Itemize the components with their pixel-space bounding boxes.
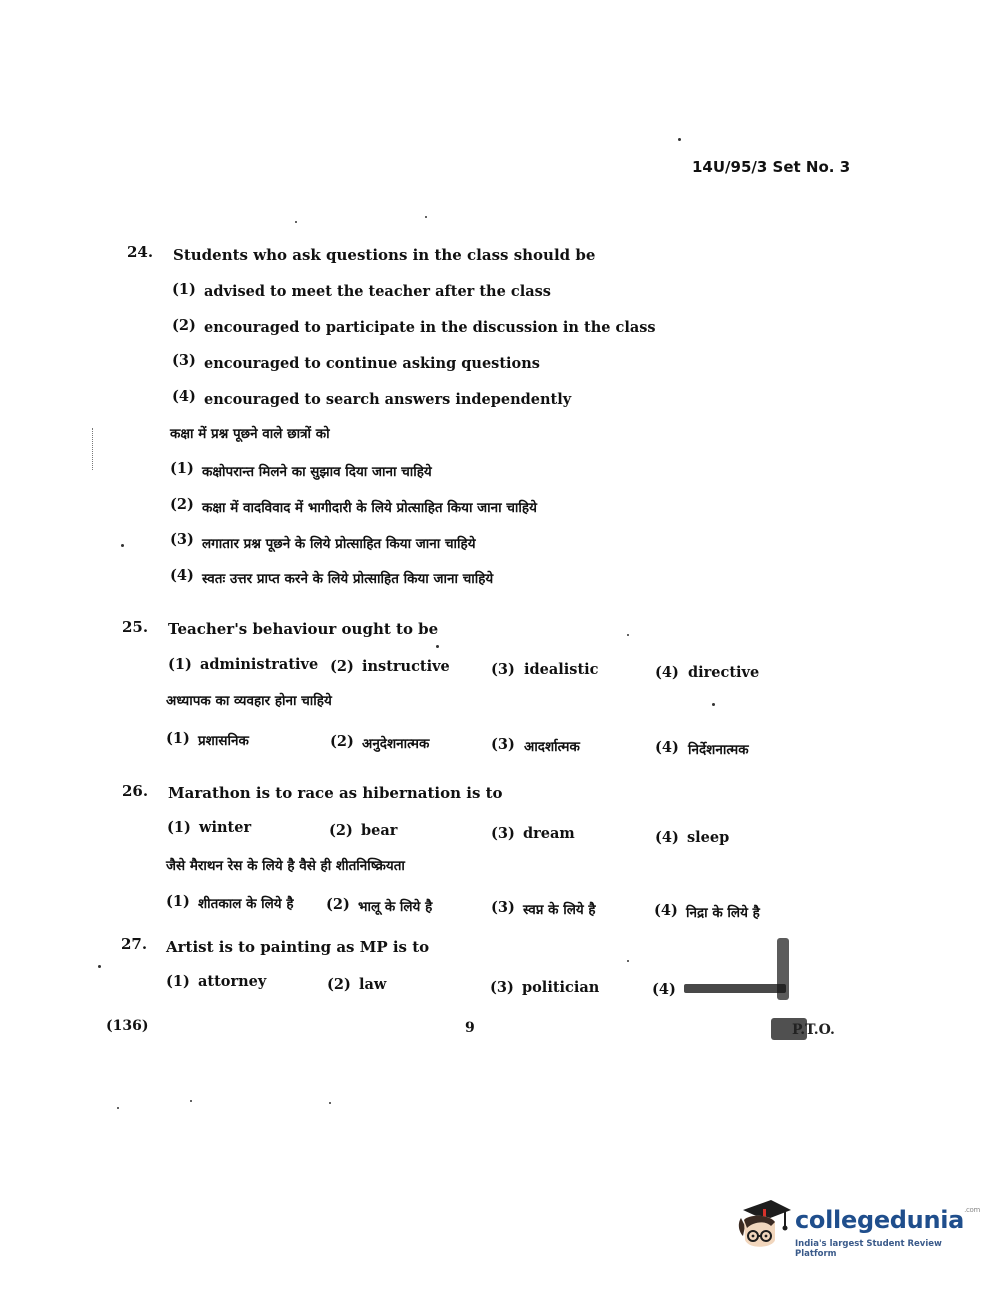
q26-option-4: sleep: [687, 829, 730, 846]
question-27-text: Artist is to painting as MP is to: [166, 938, 430, 956]
question-26-text: Marathon is to race as hibernation is to: [168, 784, 503, 802]
scan-speck: [98, 965, 101, 968]
q24-option-3-num: (3): [172, 352, 196, 369]
q26-hindi-option-1: शीतकाल के लिये है: [198, 896, 294, 912]
scan-smudge: [777, 938, 789, 1000]
logo-domain: .com: [964, 1206, 981, 1214]
q24-option-4-num: (4): [172, 388, 196, 405]
margin-dotted-line: [92, 428, 93, 470]
q25-option-2: instructive: [362, 658, 450, 675]
logo-tagline: India's largest Student Review Platform: [795, 1239, 942, 1259]
q25-option-1-num: (1): [168, 656, 192, 673]
q24-option-1-num: (1): [172, 281, 196, 298]
q24-hindi-option-3: लगातार प्रश्न पूछने के लिये प्रोत्साहित किया जाना चाहिये: [202, 536, 476, 552]
question-24-number: 24.: [127, 243, 154, 261]
q24-hindi-option-2-num: (2): [170, 496, 194, 513]
scan-speck: [121, 544, 124, 547]
logo-wordmark: collegedunia$^{.com}$: [795, 1206, 981, 1234]
scan-smudge: [684, 984, 786, 993]
q26-hindi-option-3-num: (3): [491, 899, 515, 916]
q27-option-1: attorney: [198, 973, 267, 990]
q26-hindi-text: जैसे मैराथन रेस के लिये है वैसे ही शीतनिष्क्रियता: [166, 858, 405, 874]
q25-option-3-num: (3): [491, 661, 515, 678]
q26-option-2: bear: [361, 822, 398, 839]
q26-option-1-num: (1): [167, 819, 191, 836]
scan-speck: [425, 216, 427, 218]
q27-option-3: politician: [522, 979, 600, 996]
q25-hindi-option-2: अनुदेशनात्मक: [362, 736, 430, 752]
scan-speck: [190, 1100, 192, 1102]
q25-option-3: idealistic: [524, 661, 599, 678]
scan-speck: [678, 138, 681, 141]
page-number: 9: [465, 1020, 475, 1036]
q25-hindi-option-3: आदर्शात्मक: [524, 739, 580, 755]
question-24-text: Students who ask questions in the class should be: [173, 246, 596, 264]
question-25-number: 25.: [122, 618, 149, 636]
scan-speck: [436, 645, 439, 648]
q27-option-4-num: (4): [652, 981, 676, 998]
q27-option-1-num: (1): [166, 973, 190, 990]
q25-hindi-option-4: निर्देशनात्मक: [688, 742, 749, 758]
q26-option-3-num: (3): [491, 825, 515, 842]
q24-option-1: advised to meet the teacher after the class: [204, 283, 551, 300]
q26-hindi-option-2-num: (2): [326, 896, 350, 913]
q27-option-2-num: (2): [327, 976, 351, 993]
q24-hindi-option-4: स्वतः उत्तर प्राप्त करने के लिये प्रोत्साहित किया जाना चाहिये: [202, 571, 494, 587]
q25-hindi-option-4-num: (4): [655, 739, 679, 756]
question-27-number: 27.: [121, 935, 148, 953]
mascot-icon: [735, 1196, 793, 1256]
q26-hindi-option-1-num: (1): [166, 893, 190, 910]
q25-option-1: administrative: [200, 656, 319, 673]
paper-code: 14U/95/3 Set No. 3: [692, 158, 851, 176]
q25-hindi-option-2-num: (2): [330, 733, 354, 750]
q26-option-1: winter: [199, 819, 252, 836]
q24-hindi-option-3-num: (3): [170, 531, 194, 548]
q26-hindi-option-3: स्वप्न के लिये है: [523, 902, 596, 918]
collegedunia-logo: [735, 1196, 981, 1259]
q24-hindi-option-1-num: (1): [170, 460, 194, 477]
q24-option-3: encouraged to continue asking questions: [204, 355, 540, 372]
q26-hindi-option-2: भालू के लिये है: [358, 899, 433, 915]
question-25-text: Teacher's behaviour ought to be: [168, 620, 439, 638]
q25-option-4: directive: [688, 664, 760, 681]
q25-hindi-option-1: प्रशासनिक: [198, 733, 249, 749]
q25-hindi-option-3-num: (3): [491, 736, 515, 753]
pto-label: P.T.O.: [792, 1022, 835, 1038]
scan-speck: [627, 634, 629, 636]
q24-hindi-text: कक्षा में प्रश्न पूछने वाले छात्रों को: [170, 426, 330, 442]
q27-option-2: law: [359, 976, 387, 993]
footer-code: (136): [106, 1018, 149, 1034]
q25-option-2-num: (2): [330, 658, 354, 675]
q24-hindi-option-2: कक्षा में वादविवाद में भागीदारी के लिये प्रोत्साहित किया जाना चाहिये: [202, 500, 537, 516]
q26-option-4-num: (4): [655, 829, 679, 846]
q27-option-3-num: (3): [490, 979, 514, 996]
q24-hindi-option-4-num: (4): [170, 567, 194, 584]
q25-option-4-num: (4): [655, 664, 679, 681]
q26-option-2-num: (2): [329, 822, 353, 839]
q26-hindi-option-4: निद्रा के लिये है: [686, 905, 760, 921]
q24-option-4: encouraged to search answers independently: [204, 391, 572, 408]
q25-hindi-option-1-num: (1): [166, 730, 190, 747]
scan-speck: [295, 221, 297, 223]
scan-speck: [712, 703, 715, 706]
question-26-number: 26.: [122, 782, 149, 800]
q26-hindi-option-4-num: (4): [654, 902, 678, 919]
q24-option-2: encouraged to participate in the discussion in the class: [204, 319, 656, 336]
q26-option-3: dream: [523, 825, 575, 842]
q24-hindi-option-1: कक्षोपरान्त मिलने का सुझाव दिया जाना चाहिये: [202, 464, 432, 480]
scan-speck: [627, 960, 629, 962]
scan-speck: [117, 1107, 119, 1109]
scan-speck: [329, 1102, 331, 1104]
q24-option-2-num: (2): [172, 317, 196, 334]
q25-hindi-text: अध्यापक का व्यवहार होना चाहिये: [166, 693, 332, 709]
